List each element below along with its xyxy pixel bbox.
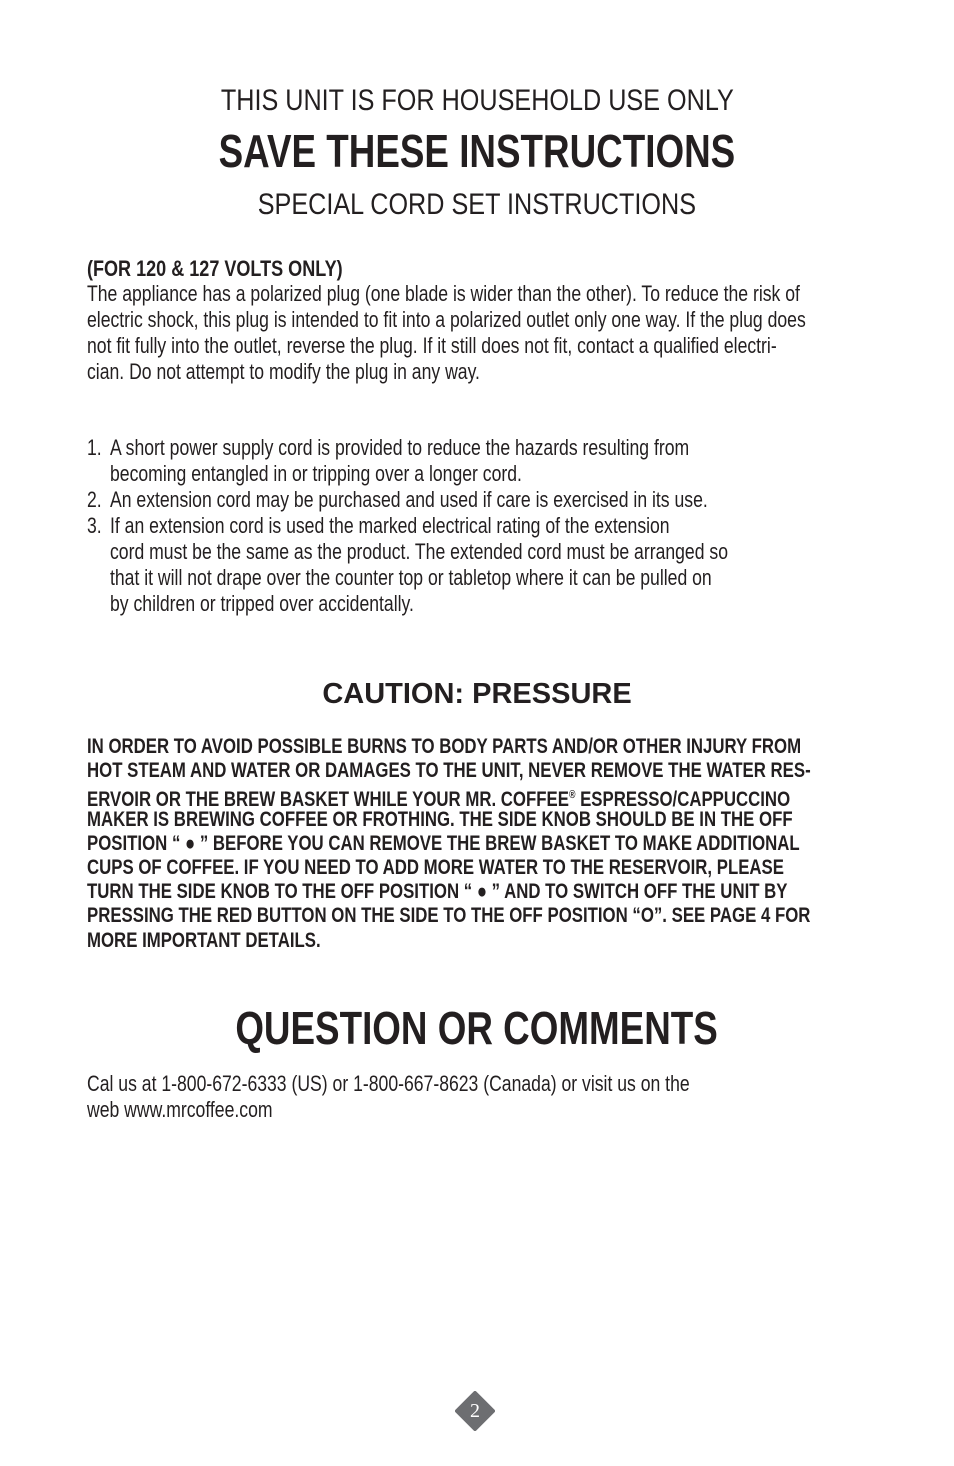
- list-item-line-text: An extension cord may be purchased and used if care is exercised in its use.: [110, 487, 708, 512]
- registered-mark: ®: [568, 789, 576, 802]
- caution-heading-text: CAUTION: PRESSURE: [322, 678, 632, 710]
- list-item-line: [87, 565, 882, 591]
- contact-paragraph: [87, 1071, 840, 1123]
- list-item-number: [87, 487, 105, 513]
- list-item-number-text: 3.: [87, 513, 102, 538]
- list-item-line: [87, 513, 882, 539]
- warning-line-text: IN ORDER TO AVOID POSSIBLE BURNS TO BODY PARTS AND/OR OTHER INJURY FROM: [87, 735, 802, 758]
- paragraph-line-text: not fit fully into the outlet, reverse the plug. If it still does not fit, contact a qualified electri-: [87, 333, 777, 358]
- list-item: [87, 435, 882, 487]
- paragraph-line: [87, 359, 954, 385]
- list-item-number-text: 2.: [87, 487, 102, 512]
- list-item-line: [87, 435, 882, 461]
- warning-line-text: POSITION “ ● ” BEFORE YOU CAN REMOVE THE BREW BASKET TO MAKE ADDITIONAL: [87, 831, 800, 855]
- cord-instructions-list: [87, 435, 882, 617]
- warning-line-text: ERVOIR OR THE BREW BASKET WHILE YOUR MR. COFFEE: [87, 788, 569, 812]
- contact-line-text: web www.mrcoffee.com: [87, 1097, 273, 1122]
- warning-line-text: TURN THE SIDE KNOB TO THE OFF POSITION “ ● ” AND TO SWITCH OFF THE UNIT BY: [87, 880, 788, 904]
- caution-heading: [0, 678, 954, 711]
- paragraph-line: [87, 333, 954, 359]
- list-item-line-text: by children or tripped over accidentally.: [110, 591, 414, 616]
- list-item-number: [87, 513, 105, 539]
- section-subtitle-text: SPECIAL CORD SET INSTRUCTIONS: [257, 188, 697, 221]
- questions-title-text: QUESTION OR COMMENTS: [235, 1002, 719, 1054]
- warning-line: [87, 904, 954, 928]
- paragraph-line: [87, 281, 954, 307]
- contact-line: [87, 1097, 840, 1123]
- page-title-text: SAVE THESE INSTRUCTIONS: [218, 125, 736, 177]
- list-item-line-text: cord must be the same as the product. The extended cord must be arranged so: [110, 539, 728, 564]
- volts-heading-text: (FOR 120 & 127 VOLTS ONLY): [87, 256, 343, 281]
- paragraph-line-text: cian. Do not attempt to modify the plug in any way.: [87, 359, 480, 384]
- polarized-plug-paragraph: [87, 281, 954, 385]
- questions-title: [0, 1001, 954, 1055]
- list-item: [87, 487, 882, 513]
- list-item-line-text: If an extension cord is used the marked electrical rating of the extension: [110, 513, 670, 538]
- warning-line: [87, 735, 954, 759]
- warning-line: [87, 808, 954, 832]
- warning-line: [87, 880, 954, 904]
- warning-line-text: PRESSING THE RED BUTTON ON THE SIDE TO THE OFF POSITION “O”. SEE PAGE 4 FOR: [87, 904, 811, 928]
- warning-line-text: CUPS OF COFFEE. IF YOU NEED TO ADD MORE WATER TO THE RESERVOIR, PLEASE: [87, 855, 784, 879]
- list-item-number: [87, 435, 105, 461]
- paragraph-line-text: The appliance has a polarized plug (one blade is wider than the other). To reduce the risk of: [87, 281, 800, 306]
- warning-line-text: MORE IMPORTANT DETAILS.: [87, 928, 321, 952]
- list-item-line-text: that it will not drape over the counter top or tabletop where it can be pulled on: [110, 565, 712, 590]
- list-item-number-text: 1.: [87, 435, 102, 460]
- warning-line-text: MAKER IS BREWING COFFEE OR FROTHING. THE SIDE KNOB SHOULD BE IN THE OFF: [87, 807, 793, 831]
- contact-line-text: Cal us at 1-800-672-6333 (US) or 1-800-667-8623 (Canada) or visit us on the: [87, 1071, 690, 1096]
- header-household-use: [0, 84, 954, 118]
- warning-line: [87, 856, 954, 880]
- warning-line: [87, 929, 954, 953]
- list-item-line: [87, 487, 882, 513]
- paragraph-line: [87, 307, 954, 333]
- list-item-line-text: A short power supply cord is provided to reduce the hazards resulting from: [110, 435, 690, 460]
- list-item: [87, 513, 882, 617]
- header-household-use-text: THIS UNIT IS FOR HOUSEHOLD USE ONLY: [220, 84, 734, 117]
- volts-heading: [87, 256, 399, 282]
- list-item-line: [87, 539, 882, 565]
- section-subtitle: [0, 188, 954, 222]
- warning-line: [87, 783, 954, 812]
- list-item-line: [87, 461, 882, 487]
- list-item-line: [87, 591, 882, 617]
- contact-line: [87, 1071, 840, 1097]
- page-number: 2: [470, 1400, 480, 1422]
- list-item-line-text: becoming entangled in or tripping over a longer cord.: [110, 461, 522, 486]
- caution-warning-paragraph: [87, 735, 954, 953]
- paragraph-line-text: electric shock, this plug is intended to fit into a polarized outlet only one way. If the plug does: [87, 307, 806, 332]
- page-title: [0, 124, 954, 178]
- warning-line: [87, 759, 954, 783]
- warning-line-text: HOT STEAM AND WATER OR DAMAGES TO THE UNIT, NEVER REMOVE THE WATER RES-: [87, 759, 811, 783]
- warning-line: [87, 832, 954, 856]
- warning-line-text: ESPRESSO/CAPPUCCINO: [575, 788, 791, 812]
